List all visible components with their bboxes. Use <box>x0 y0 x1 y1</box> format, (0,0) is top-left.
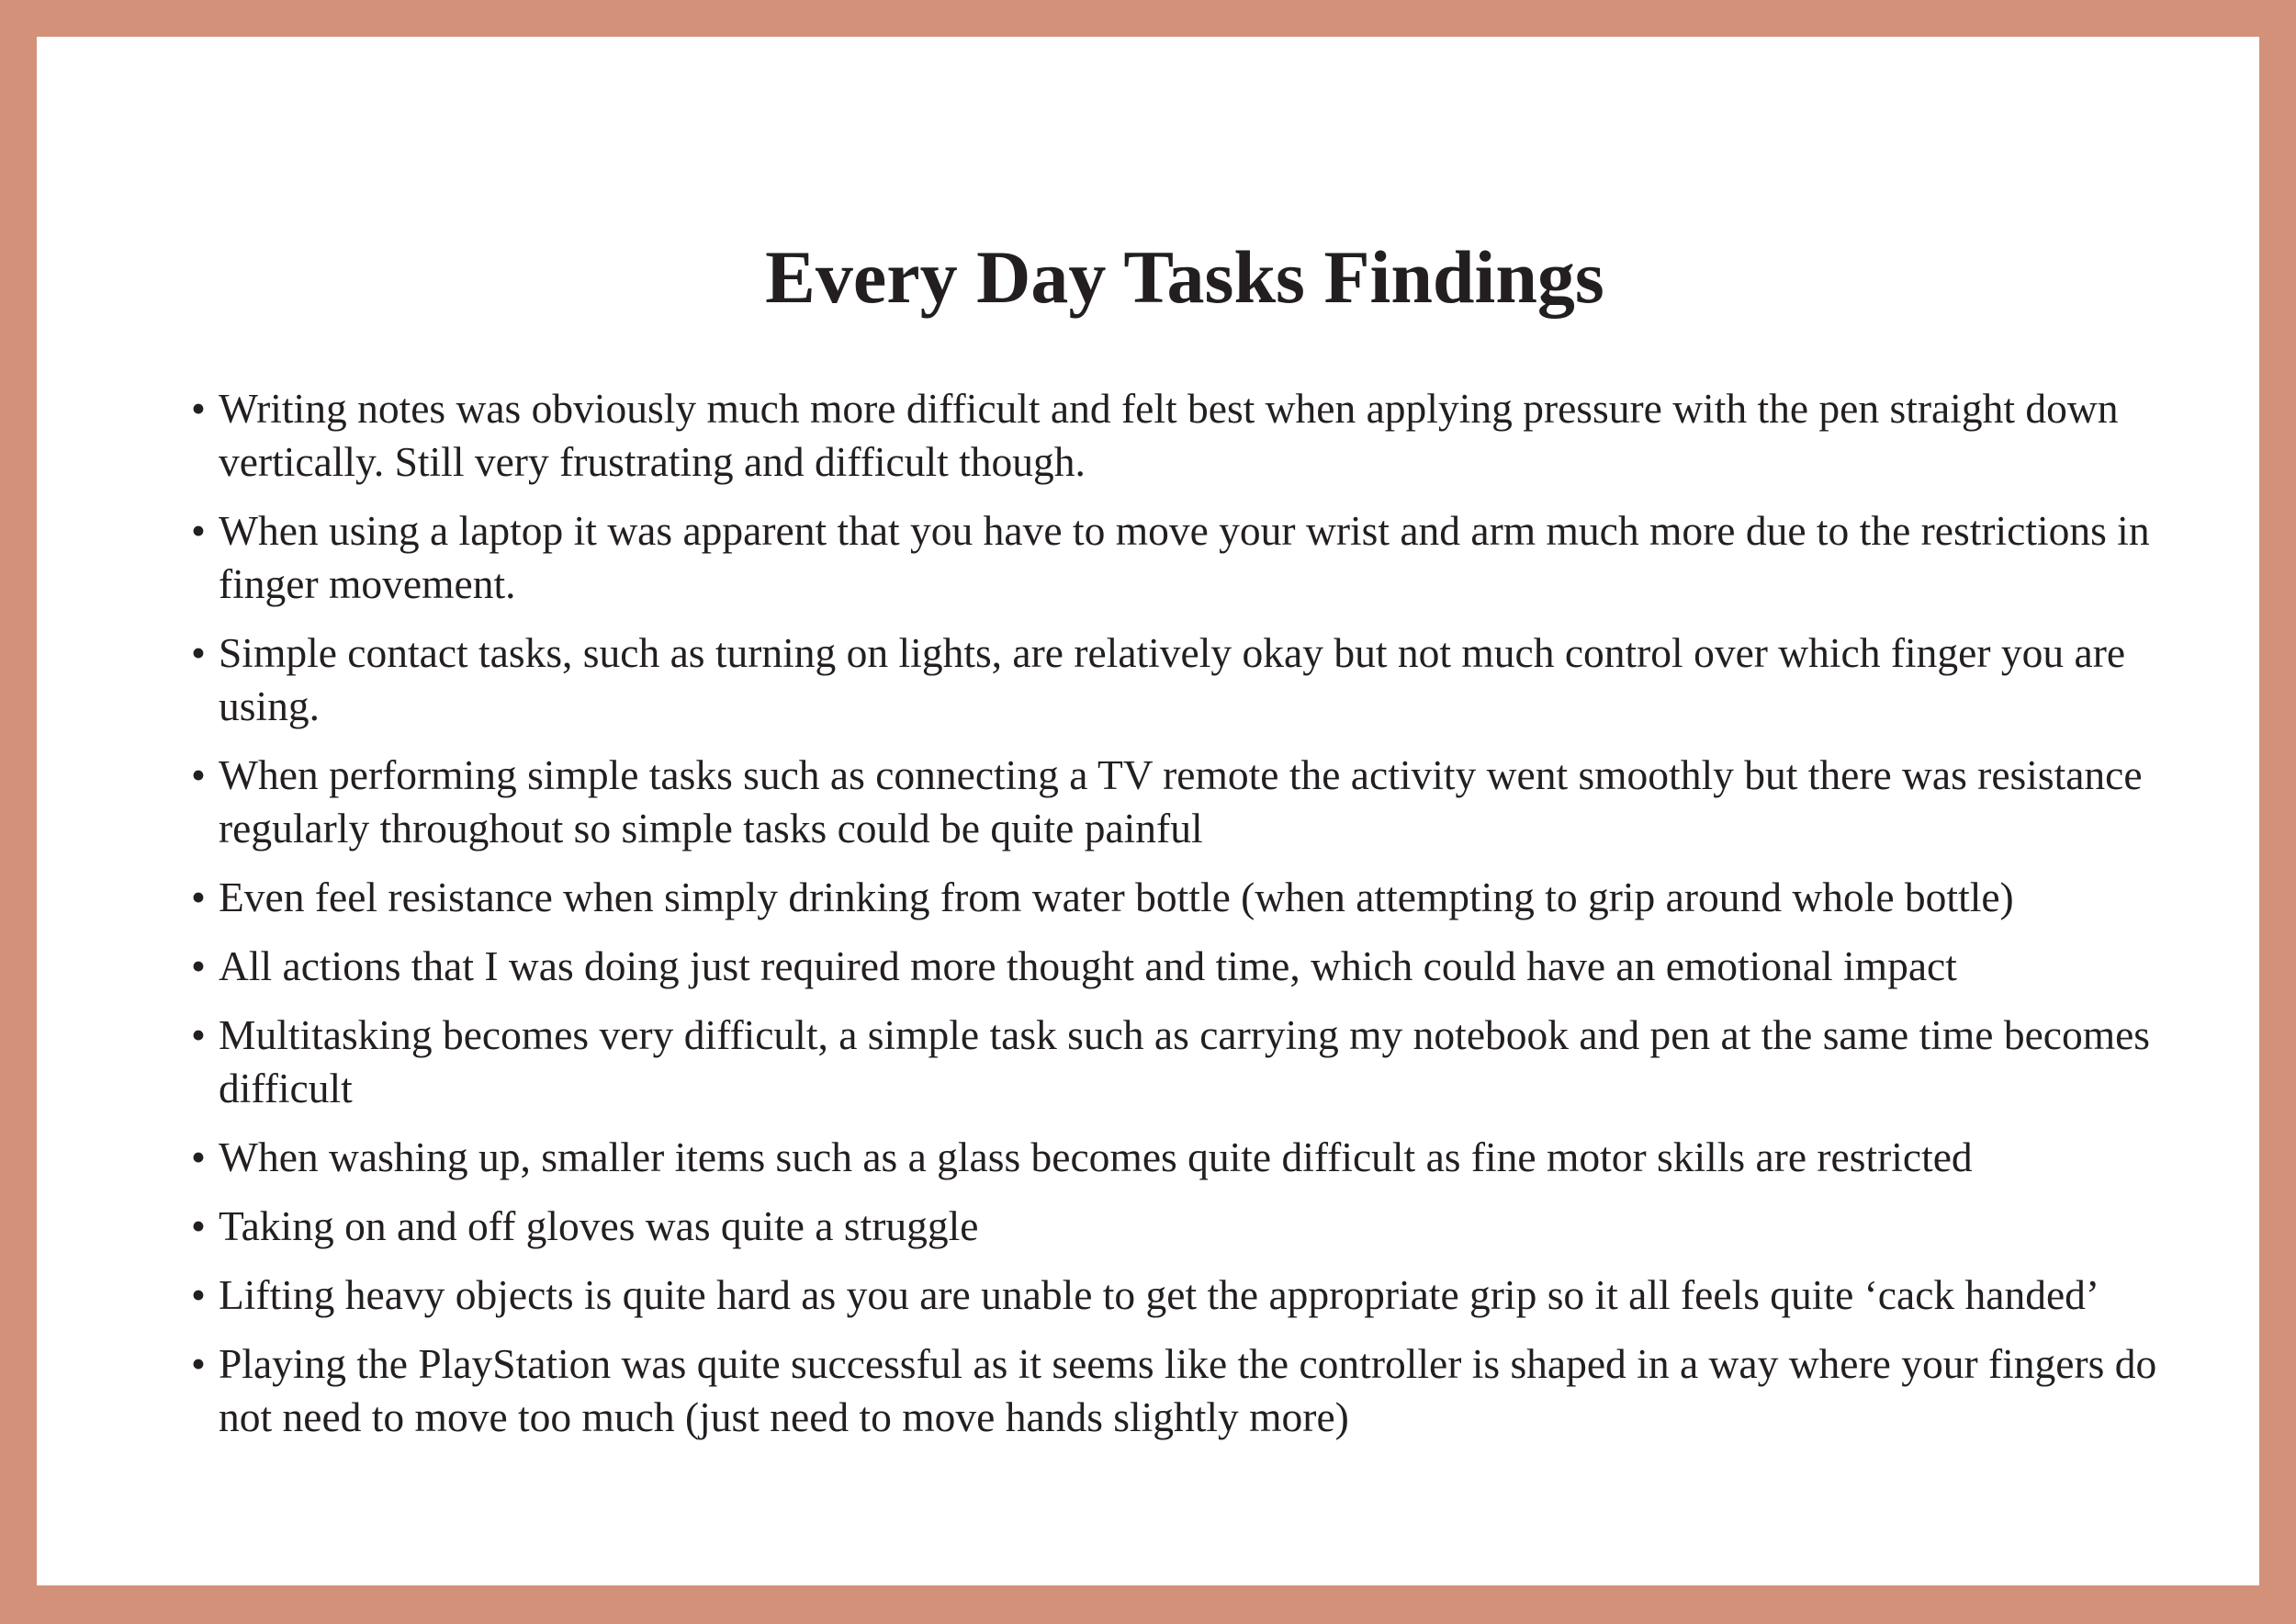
finding-item <box>191 1337 2212 1444</box>
finding-text: Even feel resistance when simply drinking from water bottle (when attempting to grip around whole bottle) <box>219 874 2014 920</box>
bullet-icon: • <box>191 1271 206 1318</box>
finding-text: When performing simple tasks such as connecting a TV remote the activity went smoothly but there was resistance regularly throughout so simple tasks could be quite painful <box>219 751 2143 851</box>
finding-item <box>191 1269 2212 1322</box>
page-title: Every Day Tasks Findings <box>765 235 1604 319</box>
bullet-icon: • <box>191 507 206 554</box>
bullet-icon: • <box>191 385 206 432</box>
finding-text: All actions that I was doing just required more thought and time, which could have an emotional impact <box>219 942 1957 989</box>
finding-item <box>191 1131 2212 1184</box>
bullet-icon: • <box>191 874 206 920</box>
finding-text: Playing the PlayStation was quite successful as it seems like the controller is shaped in a way where your fingers do not need to move too much (just need to move hands slightly more) <box>219 1340 2157 1440</box>
finding-text: Writing notes was obviously much more difficult and felt best when applying pressure with the pen straight down vertically. Still very frustrating and difficult though. <box>219 385 2119 485</box>
finding-text: Simple contact tasks, such as turning on lights, are relatively okay but not much control over which finger you are using. <box>219 629 2126 729</box>
finding-item <box>191 871 2212 924</box>
findings-list <box>191 382 2212 1460</box>
finding-text: Multitasking becomes very difficult, a simple task such as carrying my notebook and pen at the same time becomes difficult <box>219 1011 2150 1111</box>
finding-item <box>191 940 2212 993</box>
finding-text: Taking on and off gloves was quite a struggle <box>219 1202 979 1249</box>
finding-text: Lifting heavy objects is quite hard as you are unable to get the appropriate grip so it all feels quite ‘cack handed’ <box>219 1271 2100 1318</box>
finding-item <box>191 1009 2212 1115</box>
finding-text: When washing up, smaller items such as a glass becomes quite difficult as fine motor skills are restricted <box>219 1133 1973 1180</box>
finding-item <box>191 504 2212 611</box>
finding-item <box>191 626 2212 733</box>
finding-item <box>191 749 2212 855</box>
bullet-icon: • <box>191 629 206 676</box>
bullet-icon: • <box>191 942 206 989</box>
bullet-icon: • <box>191 1133 206 1180</box>
bullet-icon: • <box>191 1011 206 1058</box>
finding-item <box>191 1200 2212 1253</box>
bullet-icon: • <box>191 751 206 798</box>
bullet-icon: • <box>191 1202 206 1249</box>
finding-item <box>191 382 2212 489</box>
bullet-icon: • <box>191 1340 206 1387</box>
finding-text: When using a laptop it was apparent that you have to move your wrist and arm much more due to the restrictions in finger movement. <box>219 507 2150 607</box>
